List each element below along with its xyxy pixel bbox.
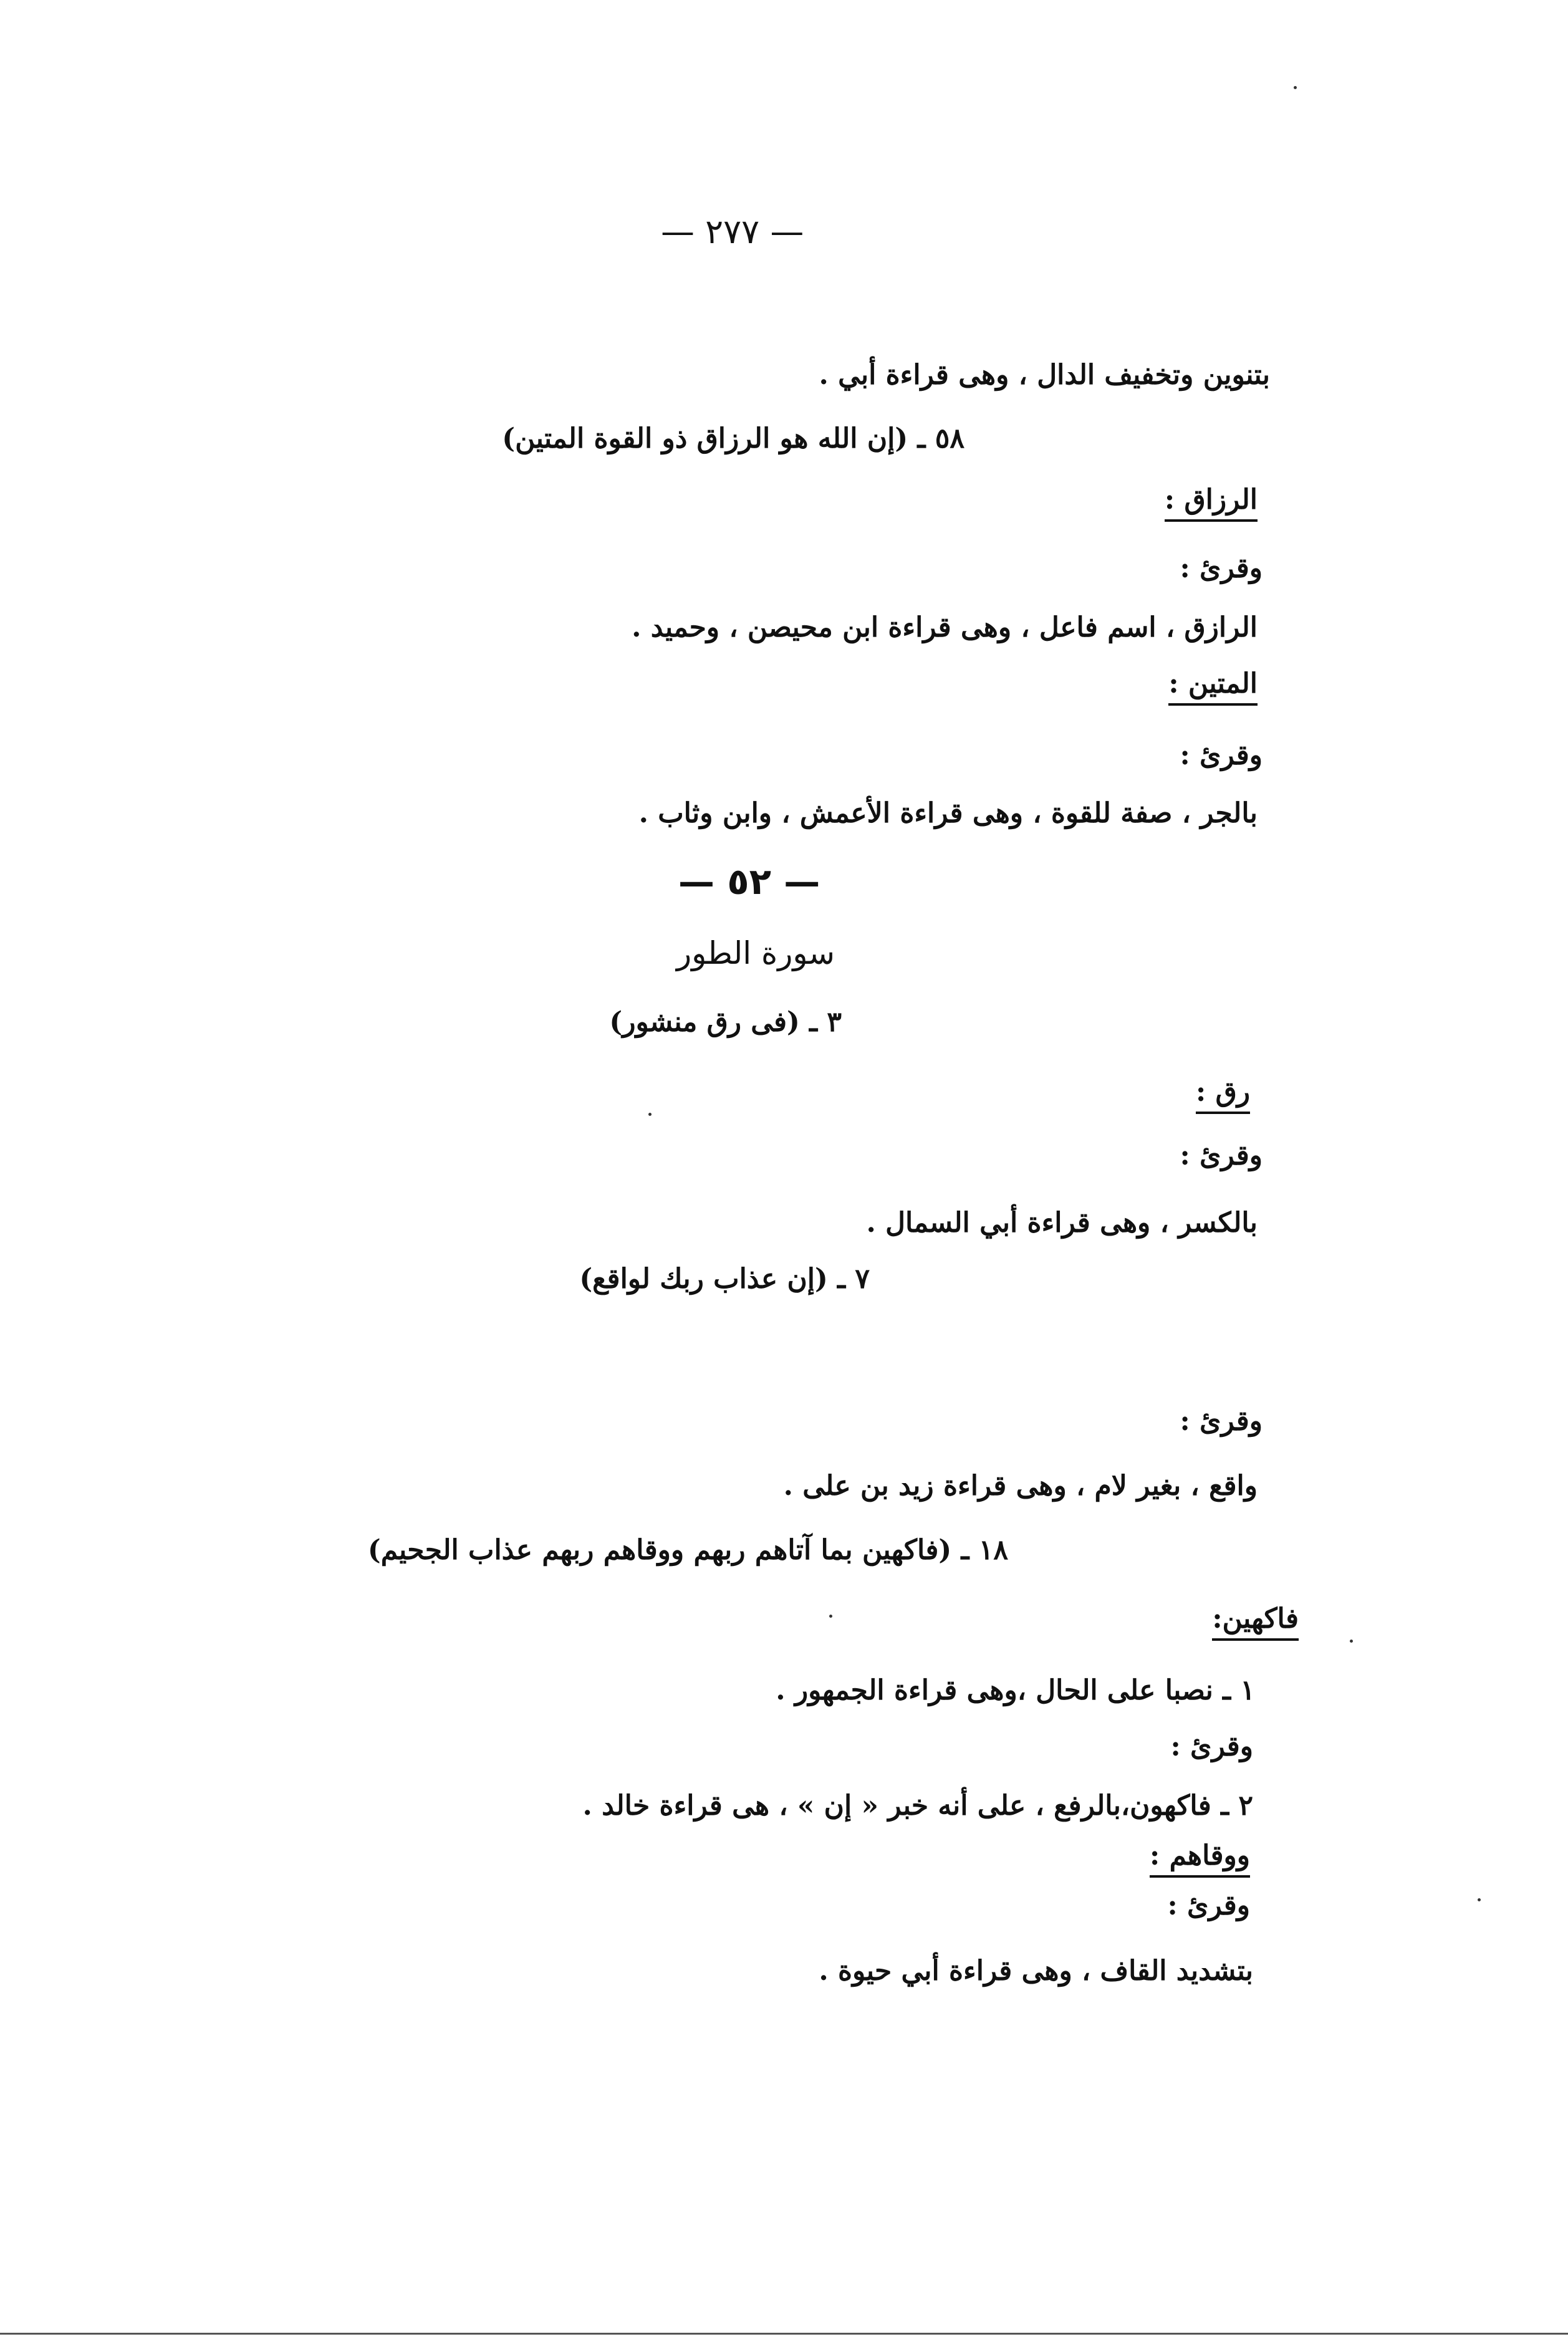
text-line: ١ ـ نصبا على الحال ،وهى قراءة الجمهور . (776, 1674, 1255, 1706)
scan-speck (829, 1615, 832, 1618)
text-line: الرازق ، اسم فاعل ، وهى قراءة ابن محيصن ، وحميد . (632, 612, 1258, 643)
surah-number: — ٥٢ — (678, 860, 820, 903)
scan-speck (1350, 1640, 1353, 1643)
scan-speck (1478, 1898, 1481, 1901)
text-line: وقرئ : (1180, 552, 1263, 584)
text-line: وقرئ : (1170, 1731, 1253, 1762)
text-line: بتنوين وتخفيف الدال ، وهى قراءة أبي . (819, 359, 1270, 391)
word-heading: رق : (1196, 1076, 1250, 1114)
word-heading: ووقاهم : (1150, 1840, 1250, 1878)
surah-title: سورة الطور (676, 935, 835, 971)
text-line: وقرئ : (1180, 1140, 1263, 1171)
verse-line: ٥٨ ـ (إن الله هو الرزاق ذو القوة المتين) (502, 423, 964, 454)
text-line: بالكسر ، وهى قراءة أبي السمال . (866, 1207, 1258, 1239)
text-line: واقع ، بغير لام ، وهى قراءة زيد بن على . (783, 1470, 1258, 1502)
scan-speck (648, 1113, 652, 1116)
word-heading: الرزاق : (1165, 484, 1258, 522)
word-heading: فاكهين: (1212, 1603, 1299, 1641)
page-number: — ٢٧٧ — (661, 212, 804, 251)
text-line: وقرئ : (1167, 1890, 1250, 1921)
text-line: بتشديد القاف ، وهى قراءة أبي حيوة . (819, 1955, 1253, 1987)
text-line: بالجر ، صفة للقوة ، وهى قراءة الأعمش ، وابن وثاب . (638, 797, 1258, 829)
scan-speck (1294, 86, 1297, 89)
verse-line: ١٨ ـ (فاكهين بما آتاهم ربهم ووقاهم ربهم عذاب الجحيم) (367, 1534, 1008, 1566)
verse-line: ٣ ـ (فى رق منشور) (609, 1006, 842, 1038)
text-line: وقرئ : (1180, 1405, 1263, 1437)
text-line: ٢ ـ فاكهون،بالرفع ، على أنه خبر « إن » ، هى قراءة خالد . (582, 1790, 1253, 1822)
text-line: وقرئ : (1180, 739, 1263, 771)
page-edge-line (0, 2333, 1568, 2335)
verse-line: ٧ ـ (إن عذاب ربك لواقع) (579, 1263, 870, 1295)
word-heading: المتين : (1168, 668, 1258, 706)
